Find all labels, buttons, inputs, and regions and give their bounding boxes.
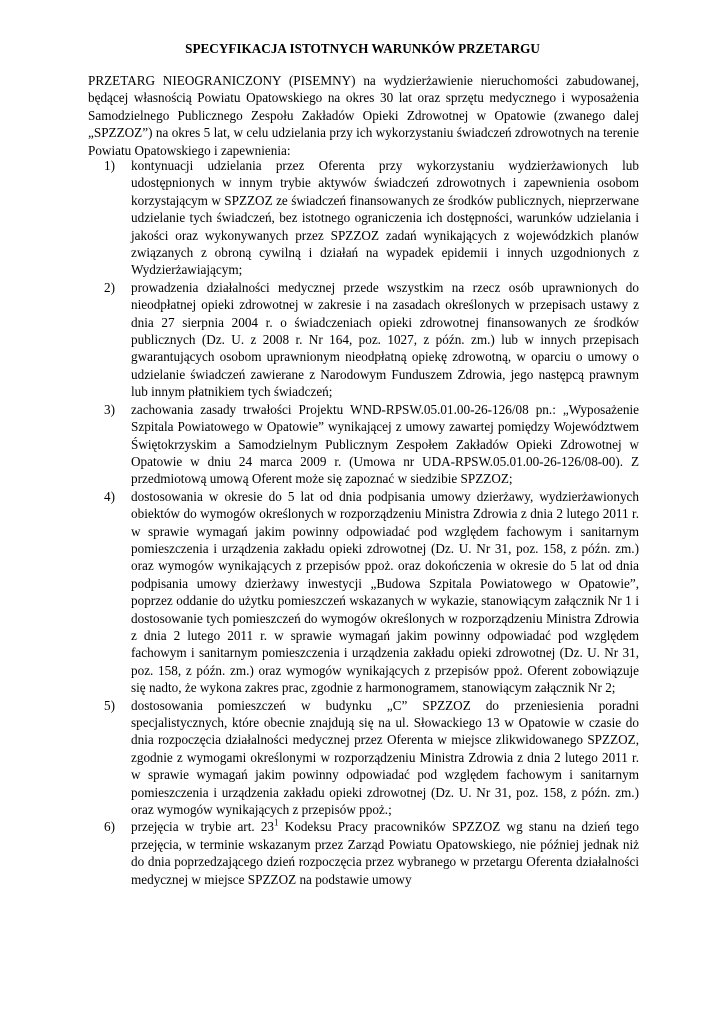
list-item xyxy=(88,157,639,279)
list-item-text: kontynuacji udzielania przez Oferenta przy wykorzystaniu wydzierżawionych lub udostępnionych w innym trybie aktywów świadczeń zdrowotnych i zapewnienia osobom korzystającym w SPZZOZ ze świadczeń finansowanych ze środków publicznych, nieprzerwane udzielanie tych świadczeń, bez istotnego ograniczenia ich dostępności, warunków udzielania i jakości oraz wykonywanych przez SPZZOZ zadań wynikających z wojewódzkich planów związanych z obroną cywilną i działań na wypadek epidemii i innych uzgodnionych z Wydzierżawiającym; xyxy=(131,158,639,278)
list-item xyxy=(88,488,639,697)
document-title: SPECYFIKACJA ISTOTNYCH WARUNKÓW PRZETARGU xyxy=(185,41,540,56)
list-item-text: dostosowania w okresie do 5 lat od dnia podpisania umowy dzierżawy, wydzierżawionych obiektów do wymogów określonych w rozporządzeniu Ministra Zdrowia z dnia 2 lutego 2011 r. w sprawie wymagań jakim powinny odpowiadać pod względem fachowym i sanitarnym pomieszczenia i urządzenia zakładu opieki zdrowotnej (Dz. U. Nr 31, poz. 158, z późn. zm.) oraz wymogów wynikających z przepisów ppoż. oraz dokończenia w okresie do 5 lat od dnia podpisania umowy dzierżawy inwestycji „Budowa Szpitala Powiatowego w Opatowie”, poprzez oddanie do użytku pomieszczeń wskazanych w wykazie, stanowiącym załącznik Nr 1 i dostosowanie tych pomieszczeń do wymogów określonych w rozporządzeniu Ministra Zdrowia z dnia 2 lutego 2011 r. w sprawie wymagań jakim powinny odpowiadać pod względem fachowym i sanitarnym pomieszczenia i urządzenia zakładu opieki zdrowotnej (Dz. U. Nr 31, poz. 158, z późn. zm.) oraz wymogów wynikających z przepisów ppoż. Oferent zobowiązuje się nadto, że wykona zakres prac, zgodnie z harmonogramem, stanowiącym załącznik Nr 2; xyxy=(131,488,639,696)
list-item-number: 3) xyxy=(104,401,115,417)
list-item-text: prowadzenia działalności medycznej przede wszystkim na rzecz osób uprawnionych do nieodpłatnej opieki zdrowotnej w zakresie i na zasadach określonych w przepisach ustawy z dnia 27 sierpnia 2004 r. o świadczeniach opieki zdrowotnej finansowanych ze środków publicznych (Dz. U. z 2008 r. Nr 164, poz. 1027, z późn. zm.) lub w innych przepisach gwarantujących osobom uprawnionym nieodpłatną opiekę zdrowotną, w oparciu o umowy o udzielanie świadczeń zawierane z Narodowym Funduszem Zdrowia, jego następcą prawnym lub innym płatnikiem tych świadczeń; xyxy=(131,279,639,400)
list-item-number: 5) xyxy=(104,697,115,713)
list-item-number: 2) xyxy=(104,279,115,295)
list-item xyxy=(88,818,639,888)
list-item-text: dostosowania pomieszczeń w budynku „C” SPZZOZ do przeniesienia poradni specjalistycznych, które obecnie znajdują się na ul. Słowackiego 13 w Opatowie w czasie do dnia rozpoczęcia działalności medycznej przez Oferenta w miejsce zlikwidowanego SPZZOZ, zgodnie z wymogami określonymi w rozporządzeniu Ministra Zdrowia z dnia 2 lutego 2011 r. w sprawie wymagań jakim powinny odpowiadać pod względem fachowym i sanitarnym pomieszczenia i urządzenia zakładu opieki zdrowotnej (Dz. U. Nr 31, poz. 158, z późn. zm.) oraz wymogów wynikających z przepisów ppoż.; xyxy=(131,697,639,818)
list-item xyxy=(88,401,639,488)
list-item-number: 4) xyxy=(104,488,115,504)
list-item-text: zachowania zasady trwałości Projektu WND-RPSW.05.01.00-26-126/08 pn.: „Wyposażenie Szpitala Powiatowego w Opatowie” wynikającej z umowy zawartej pomiędzy Województwem Świętokrzyskim a Samodzielnym Publicznym Zespołem Zakładów Opieki Zdrowotnej w Opatowie w dniu 24 marca 2009 r. (Umowa nr UDA-RPSW.05.01.00-26-126/08-00). Z przedmiotową umową Oferent może się zapoznać w siedzibie SPZZOZ; xyxy=(131,401,639,487)
list-item-text-after: Kodeksu Pracy pracowników SPZZOZ wg stanu na dzień tego przejęcia, w terminie wskazanym przez Zarząd Powiatu Opatowskiego, nie później jednak niż do dnia poprzedzającego dzień rozpoczęcia przez wybranego w przetargu Oferenta działalności medycznej w miejsce SPZZOZ na podstawie umowy xyxy=(131,819,639,887)
list-item-text xyxy=(131,818,639,888)
list-item-number: 1) xyxy=(104,158,115,173)
list-item-number: 6) xyxy=(104,819,115,835)
list-item xyxy=(88,697,639,819)
intro-paragraph: PRZETARG NIEOGRANICZONY (PISEMNY) na wydzierżawienie nieruchomości zabudowanej, będącej własnością Powiatu Opatowskiego na okres 30 lat oraz sprzętu medycznego i wyposażenia Samodzielnego Publicznego Zespołu Zakładów Opieki Zdrowotnej w Opatowie (zwanego dalej „SPZZOZ”) na okres 5 lat, w celu udzielania przy ich wykorzystaniu świadczeń zdrowotnych na terenie Powiatu Opatowskiego i zapewnienia: xyxy=(88,73,639,158)
list-item xyxy=(88,279,639,401)
list-item-text-before: przejęcia w trybie art. 23 xyxy=(131,819,275,835)
article-superscript: 1 xyxy=(274,818,279,829)
conditions-list xyxy=(88,157,639,888)
